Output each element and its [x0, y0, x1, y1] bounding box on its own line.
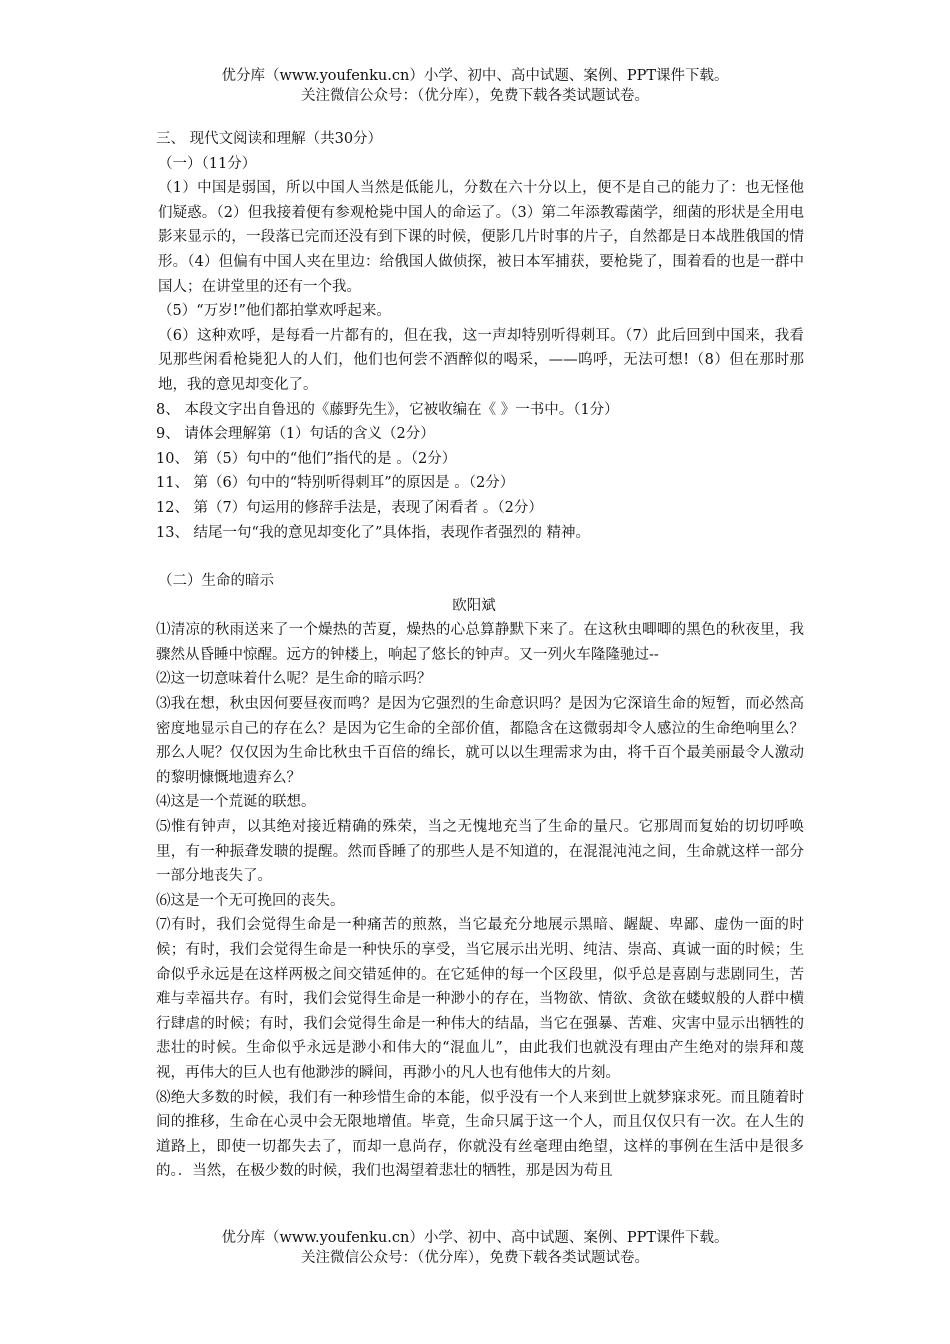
question-item: 10、 第（5）句中的“他们”指代的是 。（2分） — [156, 450, 457, 467]
author-name: 欧阳斌 — [452, 597, 496, 614]
footer-line-1: 优分库（www.youfenku.cn）小学、初中、高中试题、案例、PPT课件下载。 — [221, 1230, 729, 1246]
header-line-2: 关注微信公众号：（优分库），免费下载各类试题试卷。 — [301, 88, 649, 104]
part1-paragraph: （5）“万岁!”他们都拍掌欢呼起来。 — [158, 303, 391, 320]
part2-paragraph: ⑵这一切意味着什么呢？是生命的暗示吗？ — [156, 671, 432, 688]
page-content — [144, 127, 804, 1184]
footer-line-2: 关注微信公众号：（优分库），免费下载各类试题试卷。 — [301, 1250, 649, 1266]
part1-paragraph: （1）中国是弱国，所以中国人当然是低能儿，分数在六十分以上，便不是自己的能力了：也无怪他们疑惑。（2）但我接着便有参观枪毙中国人的命运了。（3）第二年添教霉菌学，细菌的形状是全用电影来显示的，一段落已完而还没有到下课的时候，便影几片时事的片子，自然都是日本战胜俄国的情形。（4）但偏有中国人夹在里边：给俄国人做侦探，被日本军捕获，要枪毙了，围着看的也是一群中国人；在讲堂里的还有一个我。 — [158, 180, 804, 295]
part2-label: （二）生命的暗示 — [158, 573, 274, 590]
header-line-1: 优分库（www.youfenku.cn）小学、初中、高中试题、案例、PPT课件下载。 — [221, 68, 729, 84]
part2-paragraph: ⑺有时，我们会觉得生命是一种痛苦的煎熬，当它最充分地展示黑暗、龌龊、卑鄙、虚伪一面的时候；有时，我们会觉得生命是一种快乐的享受，当它展示出光明、纯洁、崇高、真诚一面的时候；生命似乎永远是在这样两极之间交错延伸的。在它延伸的每一个区段里，似乎总是喜剧与悲剧同生，苦难与幸福共存。有时，我们会觉得生命是一种渺小的存在，当物欲、情欲、贪欲在蝼蚁般的人群中横行肆虐的时候；有时，我们会觉得生命是一种伟大的结晶，当它在强暴、苦难、灾害中显示出牺牲的悲壮的时候。生命似乎永远是渺小和伟大的“混血儿”，由此我们也就没有理由产生绝对的崇拜和蔑视，再伟大的巨人也有他渺涉的瞬间，再渺小的凡人也有他伟大的片刻。 — [156, 917, 804, 1081]
part2-paragraph: ⑴清凉的秋雨送来了一个燥热的苦夏，燥热的心总算静默下来了。在这秋虫唧唧的黑色的秋夜里，我骤然从昏睡中惊醒。远方的钟楼上，响起了悠长的钟声。又一列火车隆隆驰过-- — [156, 622, 804, 663]
part2-paragraph: ⑸惟有钟声，以其绝对接近精确的殊荣，当之无愧地充当了生命的量尺。它那周而复始的切切呼唤里，有一种振聋发聩的提醒。然而昏睡了的那些人是不知道的，在混混沌沌之间，生命就这样一部分一部分地丧失了。 — [156, 819, 804, 885]
part2-paragraph: ⑷这是一个荒诞的联想。 — [156, 794, 316, 811]
page-footer — [0, 1228, 950, 1268]
part2-paragraph: ⑻绝大多数的时候，我们有一种珍惜生命的本能，似乎没有一个人来到世上就梦寐求死。而且随着时间的推移，生命在心灵中会无限地增值。毕竟，生命只属于这一个人，而且仅仅只有一次。在人生的道路上，即使一切都失去了，而却一息尚存，你就没有丝毫理由绝望，这样的事例在生活中是很多的。．当然，在极少数的时候，我们也渴望着悲壮的牺牲，那是因为苟且 — [156, 1089, 804, 1180]
question-item: 13、 结尾一句“我的意见却变化了”具体指，表现作者强烈的 精神。 — [156, 524, 590, 541]
spacer — [144, 545, 804, 569]
question-item: 8、 本段文字出自鲁迅的《藤野先生》，它被收编在《 》一书中。（1分） — [156, 401, 619, 418]
question-item: 9、 请体会理解第（1）句话的含义（2分） — [156, 426, 435, 443]
part2-paragraph: ⑶我在想，秋虫因何要昼夜而鸣？是因为它强烈的生命意识吗？是因为它深谙生命的短暂，而必然高密度地显示自己的存在么？是因为它生命的全部价值，都隐含在这微弱却令人感泣的生命绝响里么？那么人呢？仅仅因为生命比秋虫千百倍的绵长，就可以以生理需求为由，将千百个最美丽最令人激动的黎明慷慨地遗弃么？ — [156, 696, 804, 786]
question-item: 11、 第（6）句中的“特别听得刺耳”的原因是 。（2分） — [156, 475, 515, 492]
section-title: 三、 现代文阅读和理解（共30分） — [156, 131, 383, 147]
part1-label: （一）（11分） — [158, 155, 257, 172]
part2-paragraph: ⑹这是一个无可挽回的丧失。 — [156, 892, 345, 909]
page-header — [0, 66, 950, 106]
question-item: 12、 第（7）句运用的修辞手法是，表现了闲看者 。（2分） — [156, 499, 543, 516]
part1-paragraph: （6）这种欢呼，是每看一片都有的，但在我，这一声却特别听得刺耳。（7）此后回到中国来，我看见那些闲看枪毙犯人的人们，他们也何尝不酒醉似的喝采，——呜呼，无法可想!（8）但在那时那地，我的意见却变化了。 — [158, 327, 804, 393]
